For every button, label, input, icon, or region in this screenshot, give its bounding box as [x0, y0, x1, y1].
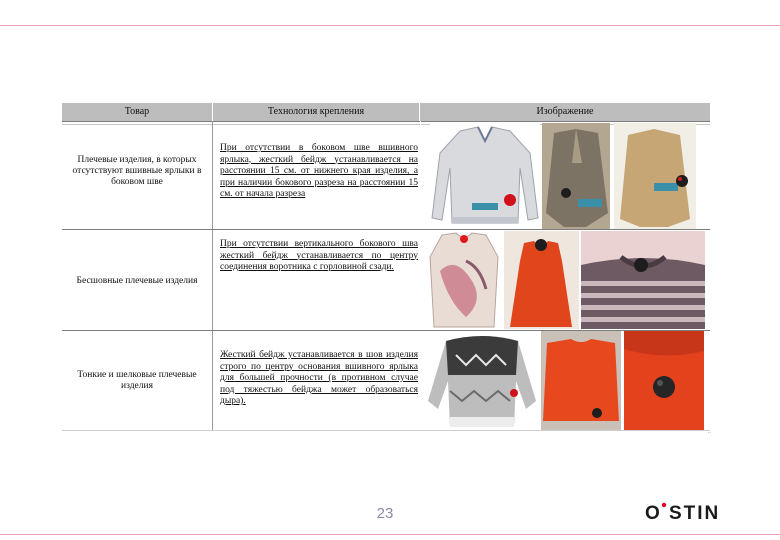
ostin-logo [645, 501, 755, 523]
header-technology: Технология крепления [213, 103, 420, 121]
row-3-technology: Жесткий бейдж устанавливается в шов изделия строго по центру основания вшивного ярлыка для большей прочности (в противном случае под тяжестью бейджа может образоваться дыра). [220, 350, 418, 406]
logo-graphic [645, 501, 755, 523]
header-product: Товар [62, 103, 213, 121]
column-divider [212, 121, 213, 430]
row-3-product: Тонкие и шелковые плечевые изделия [77, 370, 197, 391]
svg-text:O: O [645, 503, 662, 523]
page-number: 23 [376, 505, 394, 522]
row-1-technology: При отсутствии в боковом шве вшивного ярлыка, жесткий бейдж устанавливается на расстоянии 15 см. от нижнего края изделия, а при наличии бокового разреза на расстоянии 15 см. от начала разреза [220, 143, 418, 199]
orange-dress-photo [504, 231, 579, 329]
header-divider [62, 121, 710, 122]
blazer-grey-photo [542, 123, 610, 229]
row-divider [62, 229, 710, 230]
row-2-product: Бесшовные плечевые изделия [76, 276, 198, 286]
corner-mark: ⌐ [708, 430, 712, 436]
cardigan-beige-photo [614, 123, 696, 229]
column-divider [420, 121, 421, 430]
top-divider [0, 25, 780, 26]
orange-fabric-closeup-photo [624, 331, 704, 430]
header-divider-secondary [62, 124, 710, 125]
orange-top-photo [541, 331, 621, 430]
sweater-grey-photo [430, 123, 540, 229]
patterned-sweater-photo [426, 331, 538, 430]
table-bottom-border [62, 430, 710, 431]
product-tagging-table [62, 103, 710, 430]
row-1-product: Плечевые изделия, в которых отсутствуют вшивные ярлыки в боковом шве [72, 155, 202, 187]
row-2-technology: При отсутствии вертикального бокового шва жесткий бейдж устанавливается по центру соединения воротника с горловиной сзади. [220, 239, 418, 272]
header-image: Изображение [420, 103, 710, 121]
striped-sweater-photo [581, 231, 705, 329]
svg-text:STIN: STIN [669, 503, 721, 523]
bottom-divider [0, 534, 780, 535]
floral-top-photo [426, 231, 502, 329]
